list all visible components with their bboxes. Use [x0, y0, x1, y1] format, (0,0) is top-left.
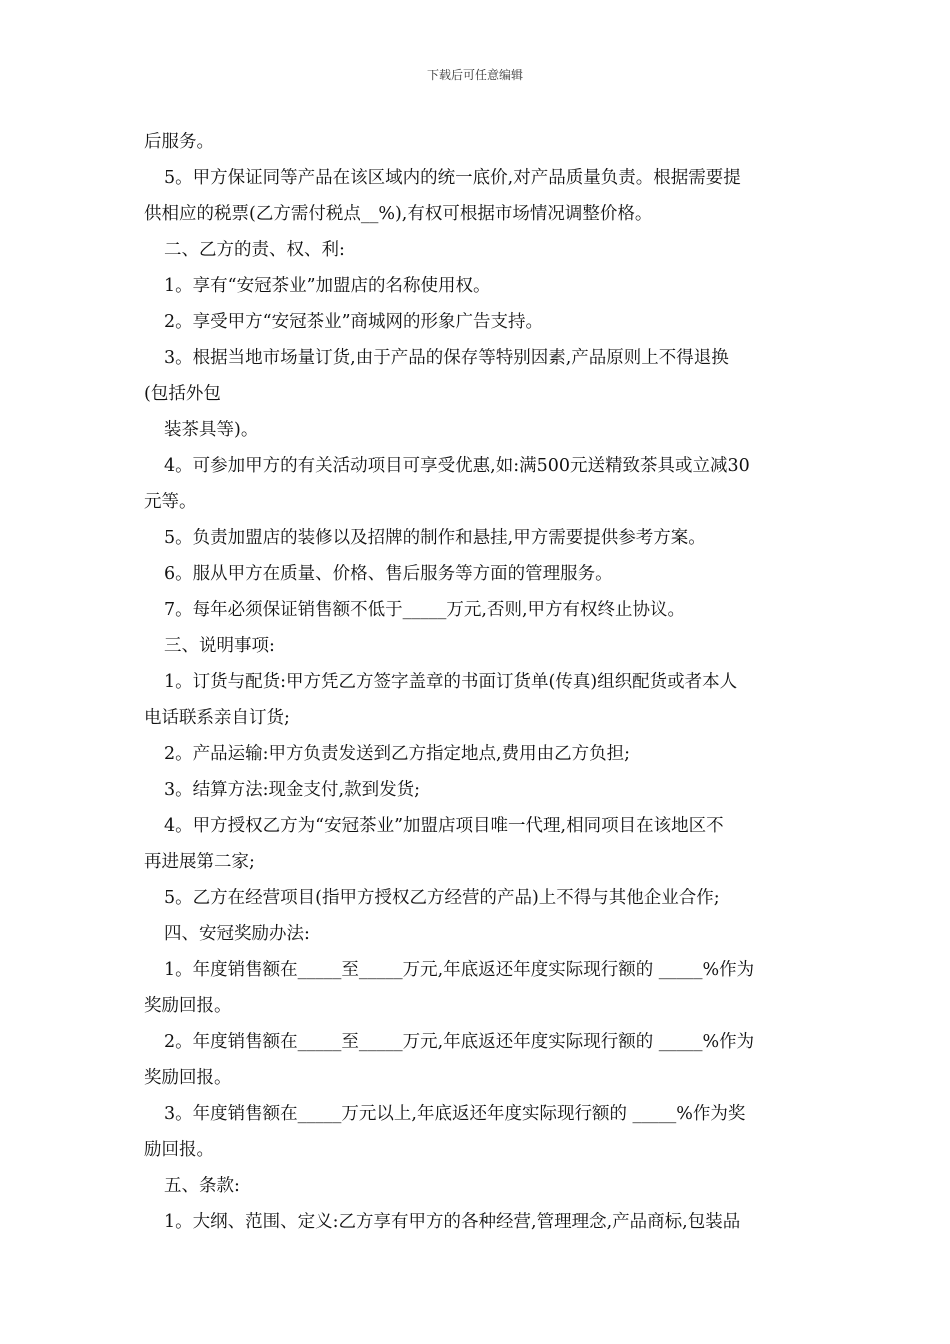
text-line: 3。年度销售额在_____万元以上,年底返还年度实际现行额的 _____%作为奖 — [164, 1104, 746, 1124]
text-line: 1。享有“安冠茶业”加盟店的名称使用权。 — [164, 276, 491, 296]
text-line: 1。订货与配货:甲方凭乙方签字盖章的书面订货单(传真)组织配货或者本人 — [164, 672, 738, 692]
text-line: (包括外包 — [144, 384, 221, 404]
text-line: 2。享受甲方“安冠茶业”商城网的形象广告支持。 — [164, 312, 544, 332]
text-line: 5。负责加盟店的装修以及招牌的制作和悬挂,甲方需要提供参考方案。 — [164, 528, 706, 548]
text-line: 再进展第二家; — [144, 852, 255, 872]
text-line: 三、说明事项: — [164, 636, 275, 656]
text-line: 奖励回报。 — [144, 1068, 232, 1088]
text-line: 二、乙方的责、权、利: — [164, 240, 345, 260]
text-line: 电话联系亲自订货; — [144, 708, 290, 728]
text-line: 励回报。 — [144, 1140, 214, 1160]
text-line: 供相应的税票(乙方需付税点__%),有权可根据市场情况调整价格。 — [144, 204, 653, 224]
text-line: 4。可参加甲方的有关活动项目可享受优惠,如:满500元送精致茶具或立减30 — [164, 456, 750, 476]
text-line: 2。产品运输:甲方负责发送到乙方指定地点,费用由乙方负担; — [164, 744, 630, 764]
text-line: 四、安冠奖励办法: — [164, 924, 310, 944]
text-line: 1。大纲、范围、定义:乙方享有甲方的各种经营,管理理念,产品商标,包装品 — [164, 1212, 741, 1232]
text-line: 5。乙方在经营项目(指甲方授权乙方经营的产品)上不得与其他企业合作; — [164, 888, 720, 908]
text-line: 后服务。 — [144, 132, 214, 152]
text-line: 装茶具等)。 — [164, 420, 259, 440]
text-line: 五、条款: — [164, 1176, 240, 1196]
text-line: 7。每年必须保证销售额不低于_____万元,否则,甲方有权终止协议。 — [164, 600, 686, 620]
text-line: 奖励回报。 — [144, 996, 232, 1016]
text-line: 5。甲方保证同等产品在该区域内的统一底价,对产品质量负责。根据需要提 — [164, 168, 741, 188]
text-line: 4。甲方授权乙方为“安冠茶业”加盟店项目唯一代理,相同项目在该地区不 — [164, 816, 724, 836]
page-header: 下载后可任意编辑 — [426, 68, 523, 82]
document-body — [144, 124, 812, 1240]
text-line: 1。年度销售额在_____至_____万元,年底返还年度实际现行额的 _____%作为 — [164, 960, 755, 980]
text-line: 元等。 — [144, 492, 197, 512]
text-line: 6。服从甲方在质量、价格、售后服务等方面的管理服务。 — [164, 564, 613, 584]
text-line: 2。年度销售额在_____至_____万元,年底返还年度实际现行额的 _____%作为 — [164, 1032, 755, 1052]
text-line: 3。根据当地市场量订货,由于产品的保存等特别因素,产品原则上不得退换 — [164, 348, 729, 368]
text-line: 3。结算方法:现金支付,款到发货; — [164, 780, 420, 800]
